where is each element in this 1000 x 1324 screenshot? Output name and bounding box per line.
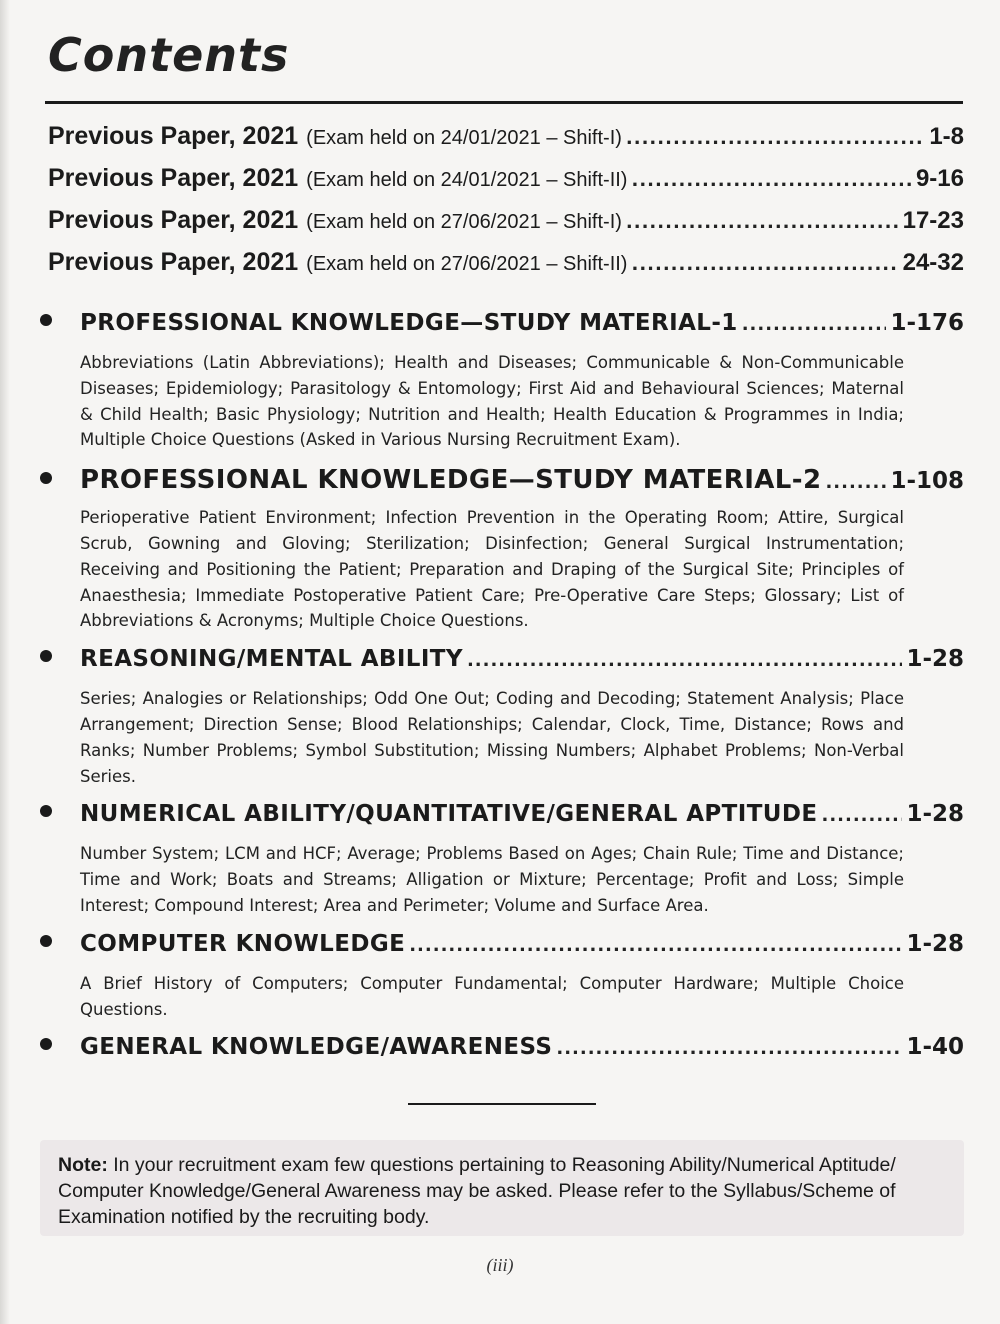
section-heading[interactable] bbox=[40, 931, 964, 971]
paper-detail: (Exam held on 27/06/2021 – Shift-II) bbox=[306, 253, 628, 275]
paper-pages: 17-23 bbox=[902, 207, 964, 234]
section-description: Perioperative Patient Environment; Infection Prevention in the Operating Room; Attire, Surgical Scrub, Gowning and Gloving; Sterilization; Disinfection; General Surgical Instrumentation; Receiving and Positioning the Patient; Preparation and Draping of the Surgical Site; Principles of Anaesthesia; Immediate Postoperative Patient Care; Pre-Operative Care Steps; Glossary; List of Abbreviations & Acronyms; Multiple Choice Questions. bbox=[80, 508, 904, 631]
dot-leader bbox=[631, 254, 898, 275]
section-heading[interactable] bbox=[40, 801, 964, 841]
separator-rule bbox=[408, 1103, 596, 1105]
section-title: PROFESSIONAL KNOWLEDGE—STUDY MATERIAL-1 bbox=[80, 310, 738, 336]
dot-leader bbox=[409, 935, 902, 956]
bullet-icon bbox=[40, 472, 52, 484]
section-description: Number System; LCM and HCF; Average; Problems Based on Ages; Chain Rule; Time and Distance; Time and Work; Boats and Streams; Alligation or Mixture; Percentage; Profit and Loss; Simple Interest; Compound Interest; Area and Perimeter; Volume and Surface Area. bbox=[80, 844, 904, 915]
paper-pages: 24-32 bbox=[902, 249, 964, 276]
page-title: Contents bbox=[48, 28, 290, 82]
paper-pages: 1-8 bbox=[929, 123, 964, 150]
section-entry bbox=[40, 931, 964, 1023]
note-label: Note: bbox=[58, 1154, 108, 1176]
section-heading[interactable] bbox=[40, 465, 964, 505]
section-heading[interactable] bbox=[40, 310, 964, 350]
section-title: COMPUTER KNOWLEDGE bbox=[80, 930, 406, 957]
dot-leader bbox=[742, 314, 887, 335]
dot-leader bbox=[631, 170, 911, 191]
section-heading[interactable] bbox=[40, 1034, 964, 1074]
section-title: REASONING/MENTAL ABILITY bbox=[80, 646, 463, 673]
paper-name: Previous Paper, 2021 bbox=[48, 206, 299, 234]
bullet-icon bbox=[40, 805, 52, 817]
bullet-icon bbox=[40, 1038, 52, 1050]
section-entry bbox=[40, 465, 964, 634]
paper-name: Previous Paper, 2021 bbox=[48, 164, 299, 192]
bullet-icon bbox=[40, 935, 52, 947]
paper-detail: (Exam held on 24/01/2021 – Shift-II) bbox=[306, 169, 628, 191]
dot-leader bbox=[626, 212, 899, 233]
section-title: PROFESSIONAL KNOWLEDGE—STUDY MATERIAL-2 bbox=[80, 465, 822, 496]
page-edge-shadow bbox=[0, 0, 10, 1324]
section-description: Abbreviations (Latin Abbreviations); Health and Diseases; Communicable & Non-Communicable Diseases; Epidemiology; Parasitology & Entomology; First Aid and Behavioural Sciences; Maternal & Child Health; Basic Physiology; Nutrition and Health; Health Education & Programmes in India; Multiple Choice Questions (Asked in Various Nursing Recruitment Exam). bbox=[80, 353, 904, 450]
paper-name: Previous Paper, 2021 bbox=[48, 248, 299, 276]
section-pages: 1-28 bbox=[906, 646, 964, 673]
paper-entry[interactable] bbox=[48, 206, 964, 248]
dot-leader bbox=[467, 650, 903, 671]
section-heading[interactable] bbox=[40, 646, 964, 686]
section-pages: 1-40 bbox=[906, 1034, 964, 1061]
section-pages: 1-108 bbox=[890, 468, 964, 495]
section-entry bbox=[40, 801, 964, 918]
section-pages: 1-28 bbox=[906, 930, 964, 957]
section-entry bbox=[40, 646, 964, 789]
paper-entry[interactable] bbox=[48, 122, 964, 164]
title-rule bbox=[45, 101, 963, 104]
section-description: Series; Analogies or Relationships; Odd One Out; Coding and Decoding; Statement Analysis; Place Arrangement; Direction Sense; Blood Relationships; Calendar, Clock, Time, Distance; Rows and Ranks; Number Problems; Symbol Substitution; Missing Numbers; Alphabet Problems; Non-Verbal Series. bbox=[80, 689, 904, 786]
paper-name: Previous Paper, 2021 bbox=[48, 122, 299, 150]
paper-entry[interactable] bbox=[48, 164, 964, 206]
page-number: (iii) bbox=[486, 1255, 514, 1275]
paper-detail: (Exam held on 24/01/2021 – Shift-I) bbox=[306, 127, 622, 149]
section-title: GENERAL KNOWLEDGE/AWARENESS bbox=[80, 1034, 553, 1061]
dot-leader bbox=[626, 128, 925, 149]
sections-list bbox=[40, 310, 964, 1086]
paper-pages: 9-16 bbox=[915, 165, 964, 192]
dot-leader bbox=[821, 805, 902, 826]
dot-leader bbox=[556, 1038, 902, 1059]
dot-leader bbox=[825, 472, 886, 493]
paper-detail: (Exam held on 27/06/2021 – Shift-I) bbox=[306, 211, 622, 233]
note-text: In your recruitment exam few questions pertaining to Reasoning Ability/Numerical Aptitude/ Computer Knowledge/General Awareness may be asked. Please refer to the Syllabus/Scheme of Examination notified by the recruiting body. bbox=[58, 1154, 896, 1228]
section-pages: 1-176 bbox=[890, 310, 964, 336]
section-title: NUMERICAL ABILITY/QUANTITATIVE/GENERAL APTITUDE bbox=[80, 801, 818, 828]
section-description: A Brief History of Computers; Computer Fundamental; Computer Hardware; Multiple Choice Questions. bbox=[80, 973, 904, 1019]
note bbox=[58, 1152, 954, 1230]
section-entry bbox=[40, 1034, 964, 1074]
bullet-icon bbox=[40, 650, 52, 662]
previous-papers-list bbox=[48, 122, 964, 290]
section-pages: 1-28 bbox=[906, 801, 964, 828]
bullet-icon bbox=[40, 314, 52, 326]
section-entry bbox=[40, 310, 964, 453]
paper-entry[interactable] bbox=[48, 248, 964, 290]
